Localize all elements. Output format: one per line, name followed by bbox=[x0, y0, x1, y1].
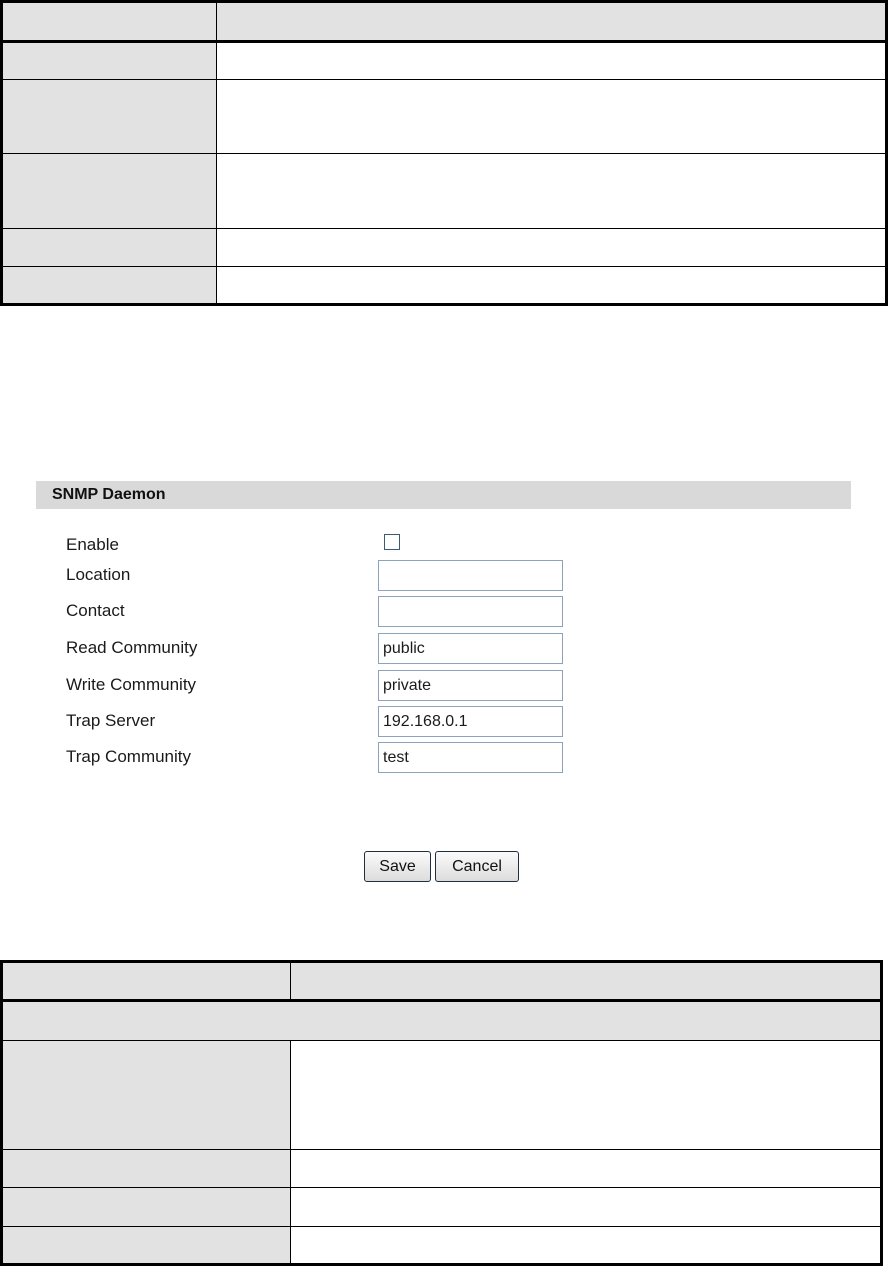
trap-community-input[interactable] bbox=[378, 742, 563, 773]
contact-row bbox=[36, 596, 851, 626]
table-label-cell bbox=[2, 229, 217, 267]
write-community-row bbox=[36, 670, 851, 700]
location-row bbox=[36, 560, 851, 590]
table-label-cell bbox=[2, 80, 217, 154]
enable-checkbox[interactable] bbox=[384, 534, 400, 550]
snmp-daemon-panel bbox=[36, 481, 851, 509]
table-value-cell bbox=[291, 1188, 882, 1227]
save-button[interactable]: Save bbox=[364, 851, 431, 882]
table-label-cell bbox=[2, 42, 217, 80]
table-value-cell bbox=[217, 229, 887, 267]
table-value-cell bbox=[217, 80, 887, 154]
table-value-cell bbox=[291, 1041, 882, 1150]
trap-community-row bbox=[36, 742, 851, 772]
read-community-input[interactable] bbox=[378, 633, 563, 664]
table-label-cell bbox=[2, 1150, 291, 1188]
table-header-cell bbox=[2, 2, 217, 42]
table-label-cell bbox=[2, 1041, 291, 1150]
table-label-cell bbox=[2, 267, 217, 305]
read-community-label: Read Community bbox=[66, 638, 198, 657]
table-label-cell bbox=[2, 1188, 291, 1227]
contact-input[interactable] bbox=[378, 596, 563, 627]
table-section-row bbox=[2, 1001, 882, 1041]
table-value-cell bbox=[291, 1150, 882, 1188]
table-header-cell bbox=[217, 2, 887, 42]
trap-server-row bbox=[36, 706, 851, 736]
table-header-cell bbox=[291, 962, 882, 1001]
table-value-cell bbox=[291, 1227, 882, 1265]
table-value-cell bbox=[217, 42, 887, 80]
write-community-input[interactable] bbox=[378, 670, 563, 701]
trap-server-input[interactable] bbox=[378, 706, 563, 737]
trap-community-label: Trap Community bbox=[66, 747, 192, 766]
table-label-cell bbox=[2, 1227, 291, 1265]
enable-label: Enable bbox=[66, 535, 119, 554]
contact-label: Contact bbox=[66, 601, 125, 620]
write-community-label: Write Community bbox=[66, 675, 197, 694]
read-community-row bbox=[36, 633, 851, 663]
table-header-cell bbox=[2, 962, 291, 1001]
trap-server-label: Trap Server bbox=[66, 711, 156, 730]
table-label-cell bbox=[2, 154, 217, 229]
bottom-doc-table bbox=[0, 960, 883, 1266]
location-input[interactable] bbox=[378, 560, 563, 591]
top-doc-table bbox=[0, 0, 888, 306]
enable-row bbox=[36, 530, 851, 560]
table-value-cell bbox=[217, 267, 887, 305]
cancel-button[interactable]: Cancel bbox=[435, 851, 519, 882]
table-value-cell bbox=[217, 154, 887, 229]
location-label: Location bbox=[66, 565, 131, 584]
panel-title: SNMP Daemon bbox=[36, 481, 851, 509]
